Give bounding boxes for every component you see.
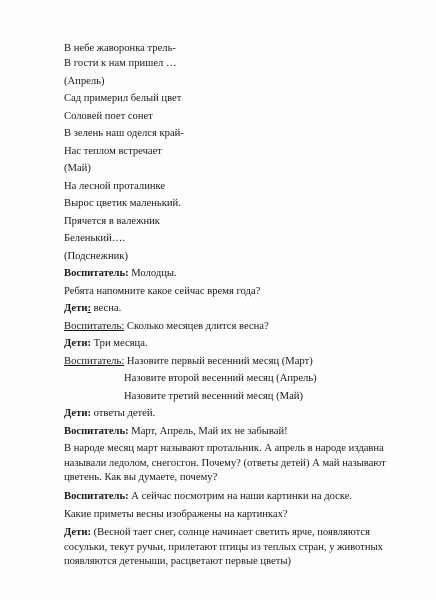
speaker-colon: :	[125, 426, 129, 437]
poem-line: В небе жаворонка трель-	[64, 43, 176, 54]
speaker-children: Дети	[64, 303, 88, 314]
poem-line: Нас теплом встречает	[64, 146, 162, 157]
dialogue-line: Какие приметы весны изображены на картинках?	[64, 509, 288, 520]
speaker-teacher: Воспитатель	[64, 268, 126, 279]
poem-line: Соловей поет сонет	[64, 111, 153, 122]
poem-line: Вырос цветик маленький.	[64, 198, 181, 209]
dialogue-line: Назовите второй весенний месяц (Апрель)	[124, 373, 317, 384]
speaker-teacher: Воспитатель	[64, 356, 122, 367]
speaker-colon: :	[121, 356, 125, 367]
speaker-children: Дети	[64, 408, 88, 419]
poem-line: Прячется в валежник	[64, 216, 160, 227]
poem-line: (Апрель)	[64, 76, 105, 87]
dialogue-line	[64, 490, 352, 503]
speaker-teacher: Воспитатель	[64, 426, 126, 437]
dialogue-line	[64, 425, 288, 438]
speaker-colon: :	[87, 338, 91, 349]
speaker-children: Дети	[64, 527, 88, 538]
poem-line: (Подснежник)	[64, 251, 128, 262]
speaker-teacher: Воспитатель	[64, 321, 122, 332]
speaker-teacher: Воспитатель	[64, 491, 126, 502]
utterance: Три месяца.	[90, 338, 148, 349]
dialogue-line	[64, 407, 155, 420]
dialogue-line: Назовите третий весенний месяц (Май)	[124, 391, 303, 402]
dialogue-paragraph	[64, 526, 390, 570]
speaker-colon: :	[121, 321, 125, 332]
utterance: (Весной тает снег, солнце начинает светить ярче, появляются сосульки, текут ручьи, прилетают птицы из теплых стран, у животных появляются детеныши, расцветают первые цветы)	[64, 527, 383, 567]
speaker-colon: :	[125, 268, 129, 279]
utterance: весна.	[90, 303, 122, 314]
poem-line: Сад примерил белый цвет	[64, 93, 182, 104]
speaker-colon: :	[125, 491, 129, 502]
dialogue-line	[64, 355, 313, 368]
dialogue-line: Ребята напомните какое сейчас время года?	[64, 286, 261, 297]
poem-line: В гости к нам пришел …	[64, 58, 177, 69]
speaker-colon: :	[87, 408, 91, 419]
poem-line: В зелень наш оделся край-	[64, 128, 184, 139]
utterance: Назовите первый весенний месяц (Март)	[124, 356, 313, 367]
utterance: ответы детей.	[90, 408, 156, 419]
dialogue-line	[64, 337, 148, 350]
speaker-colon: :	[87, 527, 91, 538]
poem-line: (Май)	[64, 163, 91, 174]
utterance: А сейчас посмотрим на наши картинки на доске.	[128, 491, 353, 502]
poem-line: Беленький….	[64, 233, 126, 244]
dialogue-line	[64, 320, 269, 333]
utterance: Март, Апрель, Май их не забывай!	[128, 426, 288, 437]
speaker-children: Дети	[64, 338, 88, 349]
dialogue-paragraph: В народе месяц март называют протальник. А апрель в народе издавна называли ледолом, снегосгон. Почему? (ответы детей) А май называют цветень. Как вы думаете, почему?	[64, 443, 386, 483]
utterance: Молодцы.	[128, 268, 177, 279]
utterance: Сколько месяцев длится весна?	[124, 321, 269, 332]
poem-line: На лесной проталинке	[64, 181, 166, 192]
speaker-colon: :	[87, 303, 91, 314]
dialogue-line	[64, 267, 177, 280]
dialogue-line	[64, 302, 121, 315]
